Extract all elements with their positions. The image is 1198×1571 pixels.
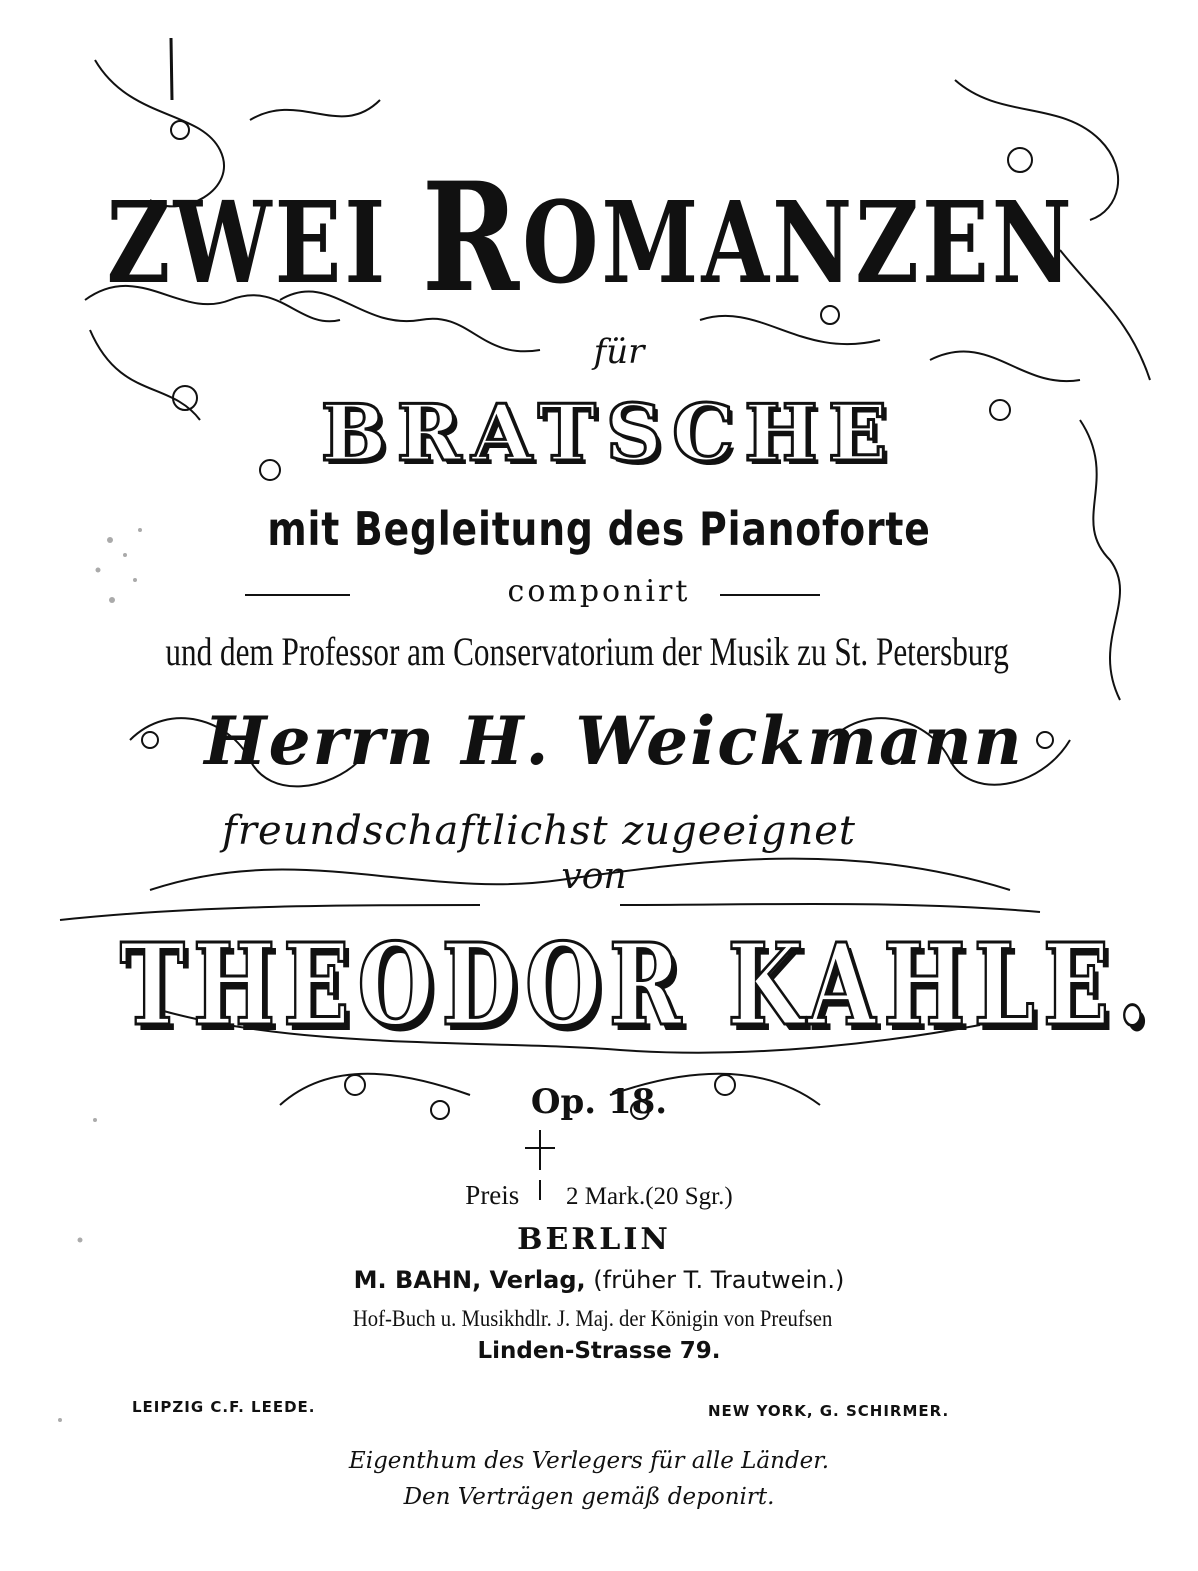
by-label: von — [561, 856, 627, 897]
accompaniment-line: mit Begleitung des Pianoforte — [267, 502, 931, 556]
opus-number: Op. 18. — [530, 1082, 668, 1122]
price-value: 2 Mark.(20 Sgr.) — [566, 1183, 733, 1210]
agent-leipzig: LEIPZIG C.F. LEEDE. — [132, 1398, 316, 1416]
rights-line-2: Den Verträgen gemäß deponirt. — [403, 1484, 775, 1510]
pencil-mark — [168, 38, 174, 100]
title-word-romanzen: OMANZEN — [522, 178, 1075, 309]
composer-name: THEODOR KAHLE. — [119, 920, 1156, 1051]
publisher-line — [0, 1266, 1198, 1294]
publisher-former: (früher T. Trautwein.) — [593, 1266, 845, 1294]
court-title: Hof-Buch u. Musikhdlr. J. Maj. der Königin von Preufsen — [352, 1306, 833, 1331]
title-word-zwei: ZWEI — [106, 178, 389, 309]
publisher-city: BERLIN — [517, 1222, 671, 1257]
dedicatee-name: Herrn H. Weickmann — [204, 702, 1024, 780]
dedication-phrase: freundschaftlichst zugeeignet — [222, 808, 856, 854]
price-row — [0, 1180, 1198, 1211]
publisher-address: Linden-Strasse 79. — [477, 1338, 721, 1364]
dedication-line: und dem Professor am Conservatorium der Musik zu St. Petersburg — [165, 629, 1009, 674]
publisher-name: M. BAHN, Verlag, — [353, 1266, 586, 1294]
instrument-intro: für — [593, 332, 645, 372]
work-title — [106, 150, 1075, 326]
composed-label: componirt — [507, 574, 691, 609]
agent-new-york: NEW YORK, G. SCHIRMER. — [708, 1402, 950, 1420]
price-label: Preis — [465, 1180, 520, 1210]
rights-line-1: Eigenthum des Verlegers für alle Länder. — [348, 1448, 830, 1474]
instrument-name: BRATSCHE — [320, 388, 898, 479]
title-initial-r: R — [421, 150, 523, 326]
